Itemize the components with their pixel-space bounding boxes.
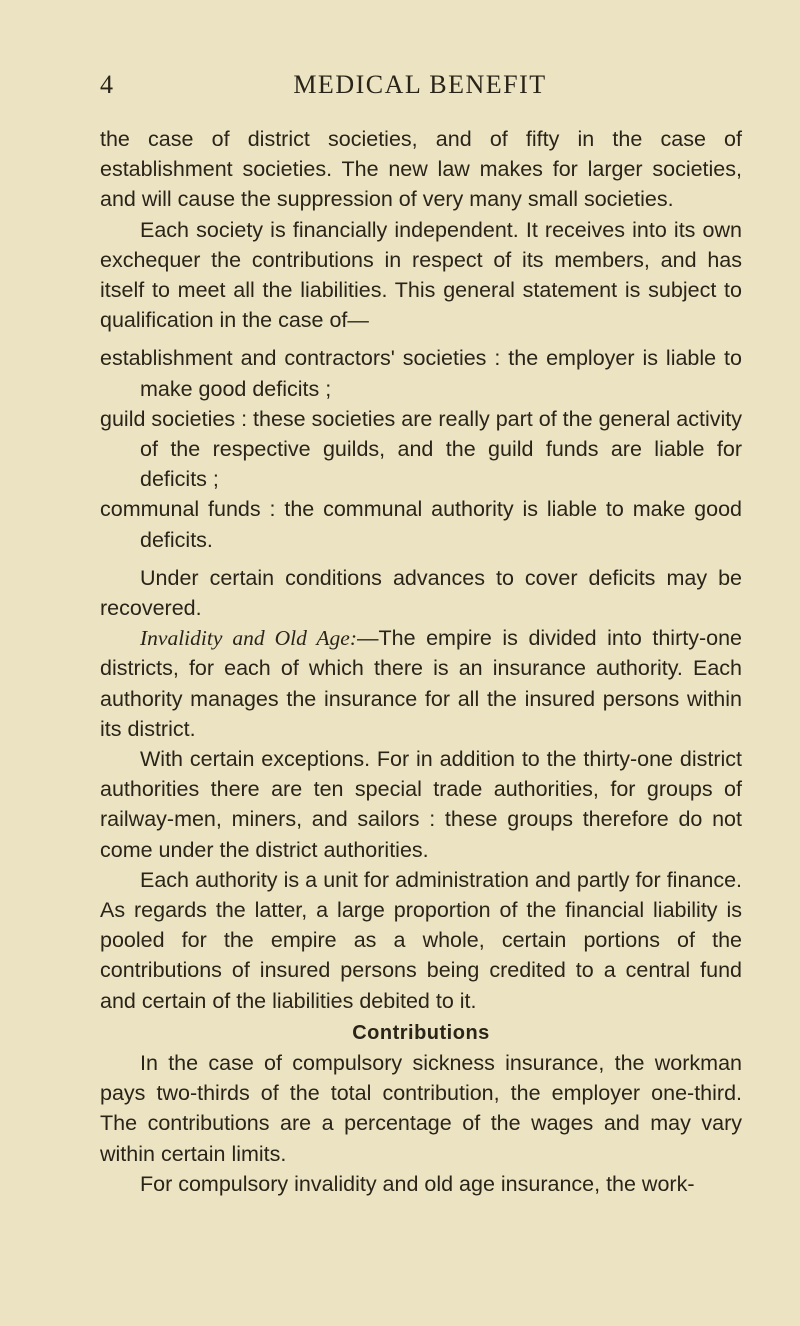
section-heading-contributions: Contributions bbox=[352, 1021, 490, 1044]
list-item-guild-societies: guild societies : these societies are really part of the general activity of the respective guilds, and the guild funds are liable for deficits ; bbox=[100, 406, 742, 492]
paragraph-continuation: the case of district societies, and of fifty in the case of establishment societies. The new law makes for larger societies, and will cause the suppression of very many small societies. bbox=[100, 127, 742, 212]
body-text bbox=[100, 124, 742, 1199]
paragraph-financial-independence: Each society is financially independent. It receives into its own exchequer the contributions in respect of its members, and has itself to meet all the liabilities. This general statement is subject to qualification in the case of— bbox=[100, 217, 742, 333]
page-number: 4 bbox=[100, 70, 114, 99]
paragraph-exceptions: With certain exceptions. For in addition to the thirty-one district authorities there are ten special trade authorities, for groups of railway-men, miners, and sailors : these groups therefore do not come under the district authorities. bbox=[100, 747, 742, 862]
paragraph-invalidity-text: —The empire is divided into thirty-one districts, for each of which there is an insurance authority. Each authority manages the insurance for all the insured persons within its district. bbox=[100, 626, 743, 741]
list-item-establishment-societies: establishment and contractors' societies : the employer is liable to make good deficits ; bbox=[100, 346, 742, 401]
paragraph-authority-unit: Each authority is a unit for administration and partly for finance. As regards the latter, a large proportion of the financial liability is pooled for the empire as a whole, certain portions of the contributions of insured persons being credited to a central fund and certain of the liabilities debited to it. bbox=[100, 867, 742, 1013]
paragraph-sickness-contributions: In the case of compulsory sickness insurance, the workman pays two-thirds of the total contribution, the employer one-third. The contributions are a percentage of the wages and may vary within certain limits. bbox=[100, 1050, 742, 1166]
running-title: MEDICAL BENEFIT bbox=[293, 70, 547, 99]
list-item-communal-funds: communal funds : the communal authority is liable to make good deficits. bbox=[100, 497, 742, 552]
paragraph-invalidity-contributions: For compulsory invalidity and old age insurance, the work- bbox=[140, 1171, 695, 1196]
page-header bbox=[100, 70, 740, 110]
italic-subheading: Invalidity and Old Age: bbox=[140, 626, 357, 651]
paragraph-advances: Under certain conditions advances to cover deficits may be recovered. bbox=[100, 565, 742, 621]
paragraph-invalidity-old-age bbox=[100, 623, 742, 744]
